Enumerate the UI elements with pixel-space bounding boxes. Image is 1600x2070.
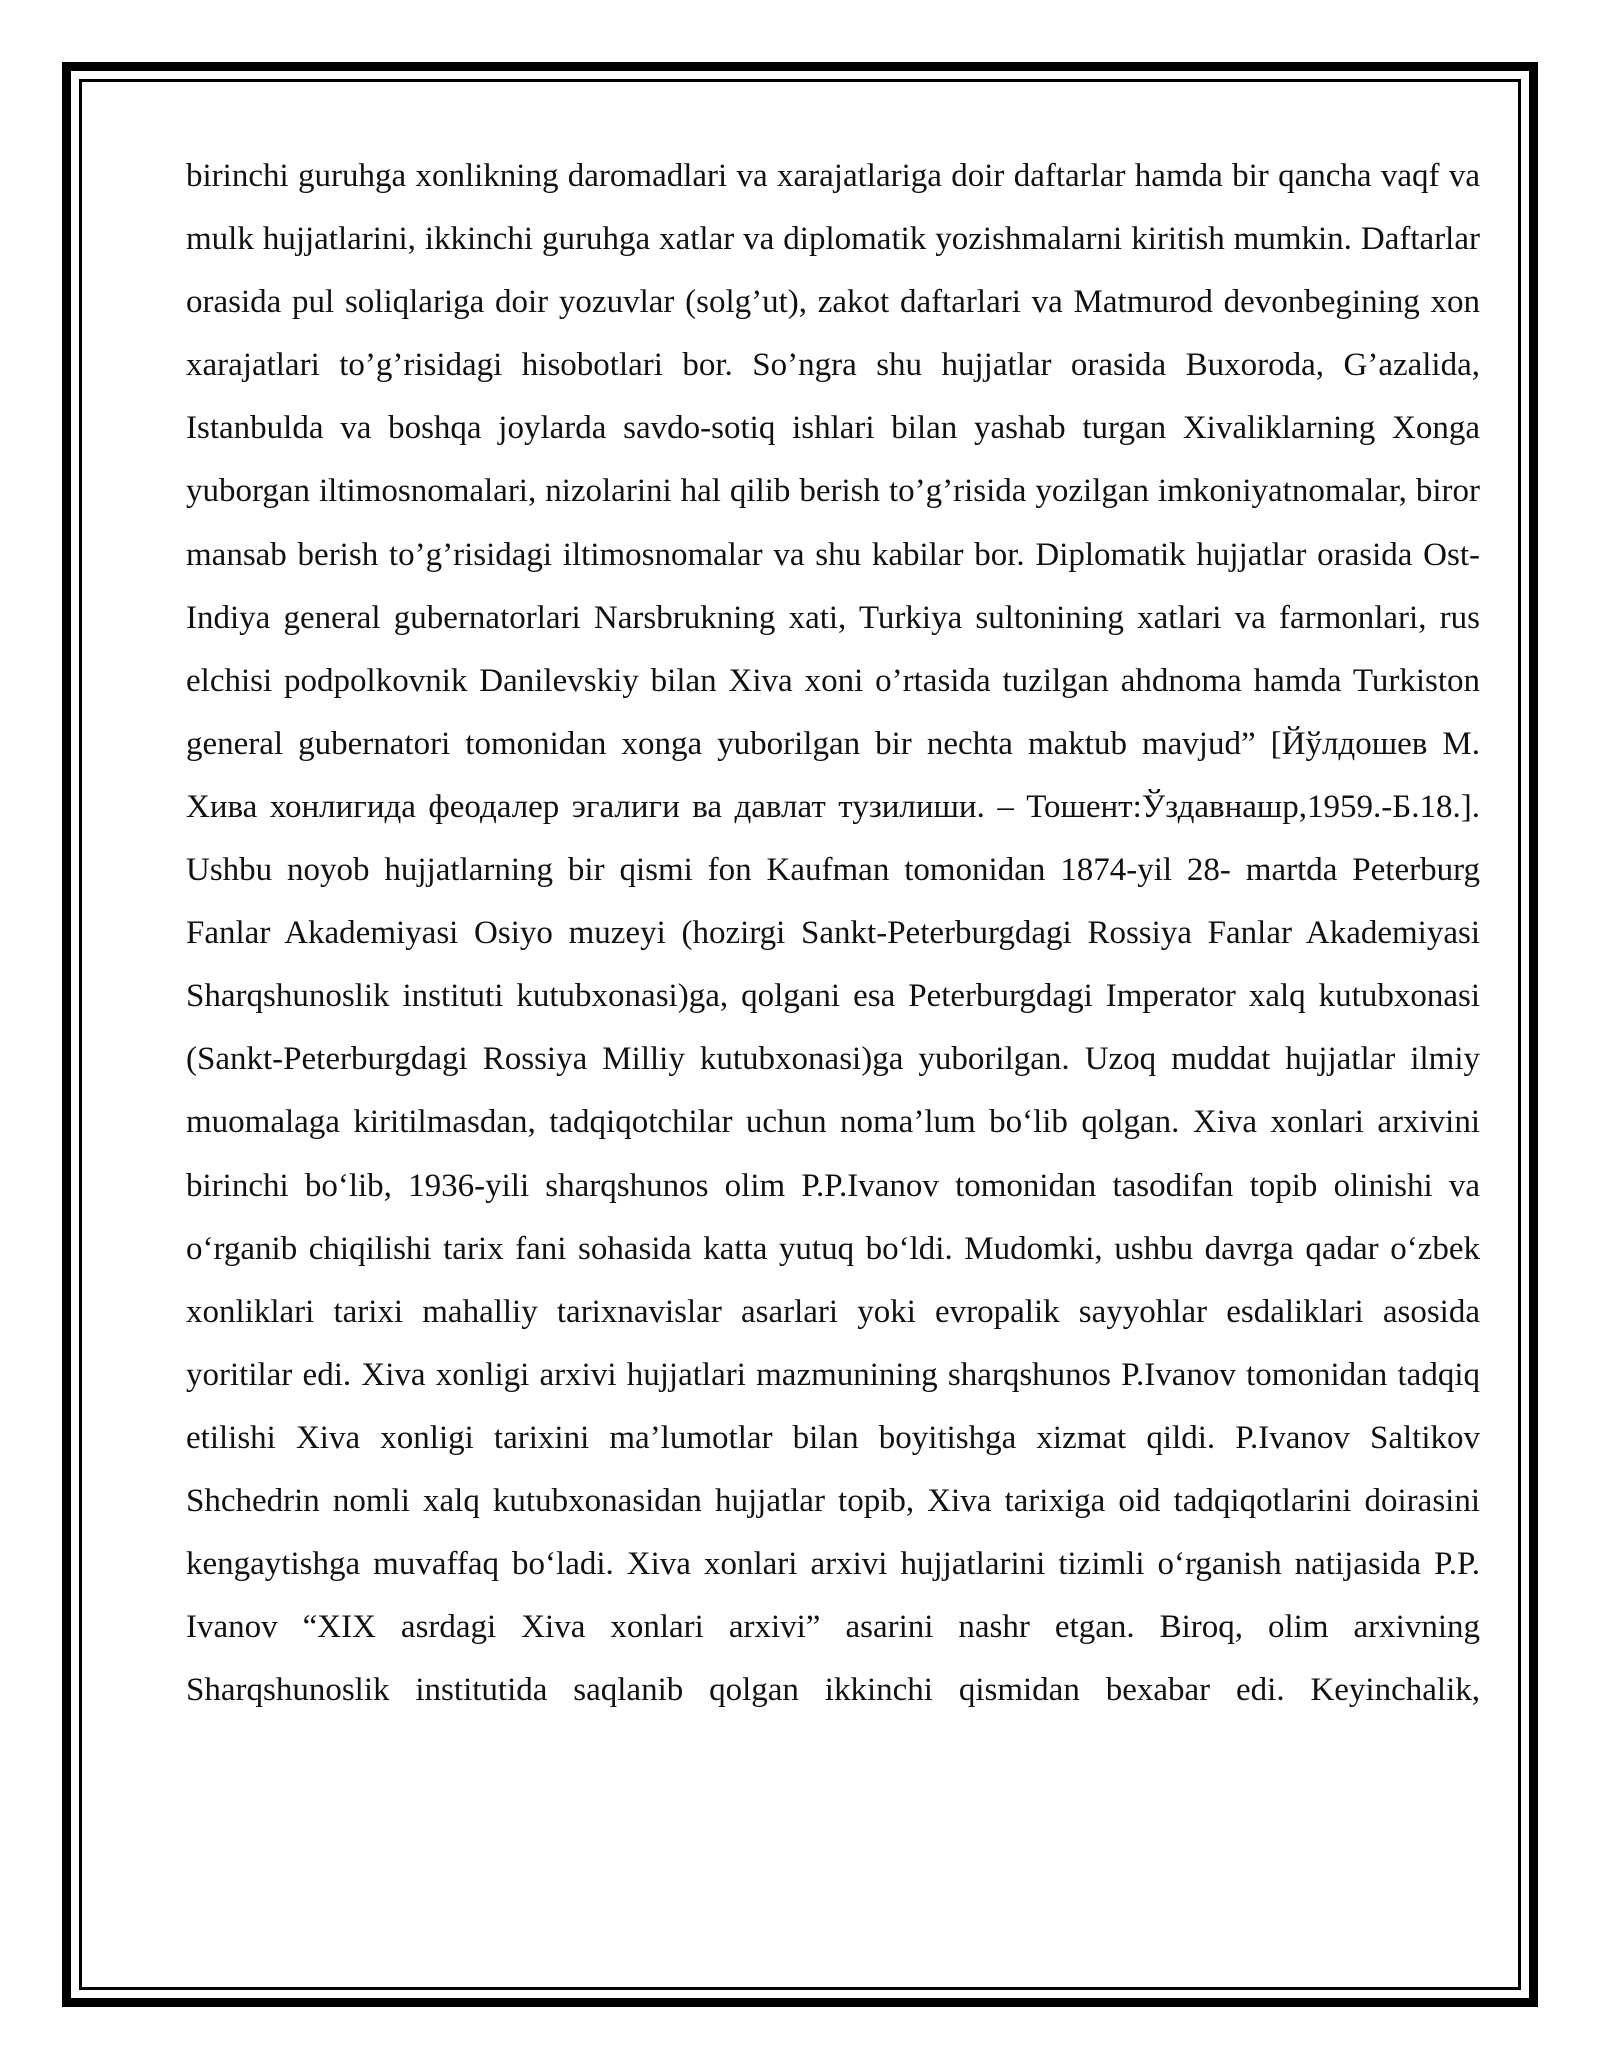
body-paragraph: birinchi guruhga xonlikning daromadlari va xarajatlariga doir daftarlar hamda bir qancha vaqf va mulk hujjatlarini, ikkinchi guruhga xatlar va diplomatik yozishmalarni kiritish mumkin. Daftarlar orasida pul soliqlariga doir yozuvlar (solg’ut), zakot daftarlari va Matmurod devonbegining xon xarajatlari to’g’risidagi hisobotlari bor. So’ngra shu hujjatlar orasida Buxoroda, G’azalida, Istanbulda va boshqa joylarda savdo-sotiq ishlari bilan yashab turgan Xivaliklarning Xonga yuborgan iltimosnomalari, nizolarini hal qilib berish to’g’risida yozilgan imkoniyatnomalar, biror mansab berish to’g’risidagi iltimosnomalar va shu kabilar bor. Diplomatik hujjatlar orasida Ost- Indiya general gubernatorlari Narsbrukning xati, Turkiya sultonining xatlari va farmonlari, rus elchisi podpolkovnik Danilevskiy bilan Xiva xoni o’rtasida tuzilgan ahdnoma hamda Turkiston general gubernatori tomonidan xonga yuborilgan bir nechta maktub mavjud” [Йўлдошев М. Хива хонлигида феодалер эгалиги ва давлат тузилиши. – Тошент:Ўздавнашр,1959.-Б.18.]. Ushbu noyob hujjatlarning bir qismi fon Kaufman tomonidan 1874-yil 28- martda Peterburg Fanlar Akademiyasi Osiyo muzeyi (hozirgi Sankt-Peterburgdagi Rossiya Fanlar Akademiyasi Sharqshunoslik instituti kutubxonasi)ga, qolgani esa Peterburgdagi Imperator xalq kutubxonasi (Sankt-Peterburgdagi Rossiya Milliy kutubxonasi)ga yuborilgan. Uzoq muddat hujjatlar ilmiy muomalaga kiritilmasdan, tadqiqotchilar uchun noma’lum bo‘lib qolgan. Xiva xonlari arxivini birinchi bo‘lib, 1936-yili sharqshunos olim P.P.Ivanov tomonidan tasodifan topib olinishi va o‘rganib chiqilishi tarix fani sohasida katta yutuq bo‘ldi. Mudomki, ushbu davrga qadar o‘zbek xonliklari tarixi mahalliy tarixnavislar asarlari yoki evropalik sayyohlar esdaliklari asosida yoritilar edi. Xiva xonligi arxivi hujjatlari mazmunining sharqshunos P.Ivanov tomonidan tadqiq etilishi Xiva xonligi tarixini ma’lumotlar bilan boyitishga xizmat qildi. P.Ivanov Saltikov Shchedrin nomli xalq kutubxonasidan hujjatlar topib, Xiva tarixiga oid tadqiqotlarini doirasini kengaytishga muvaffaq bo‘ladi. Xiva xonlari arxivi hujjatlarini tizimli o‘rganish natijasida P.P. Ivanov “XIX asrdagi Xiva xonlari arxivi” asarini nashr etgan. Biroq, olim arxivning Sharqshunoslik institutida saqlanib qolgan ikkinchi qismidan bexabar edi. Keyinchalik, [186,158,1480,1709]
